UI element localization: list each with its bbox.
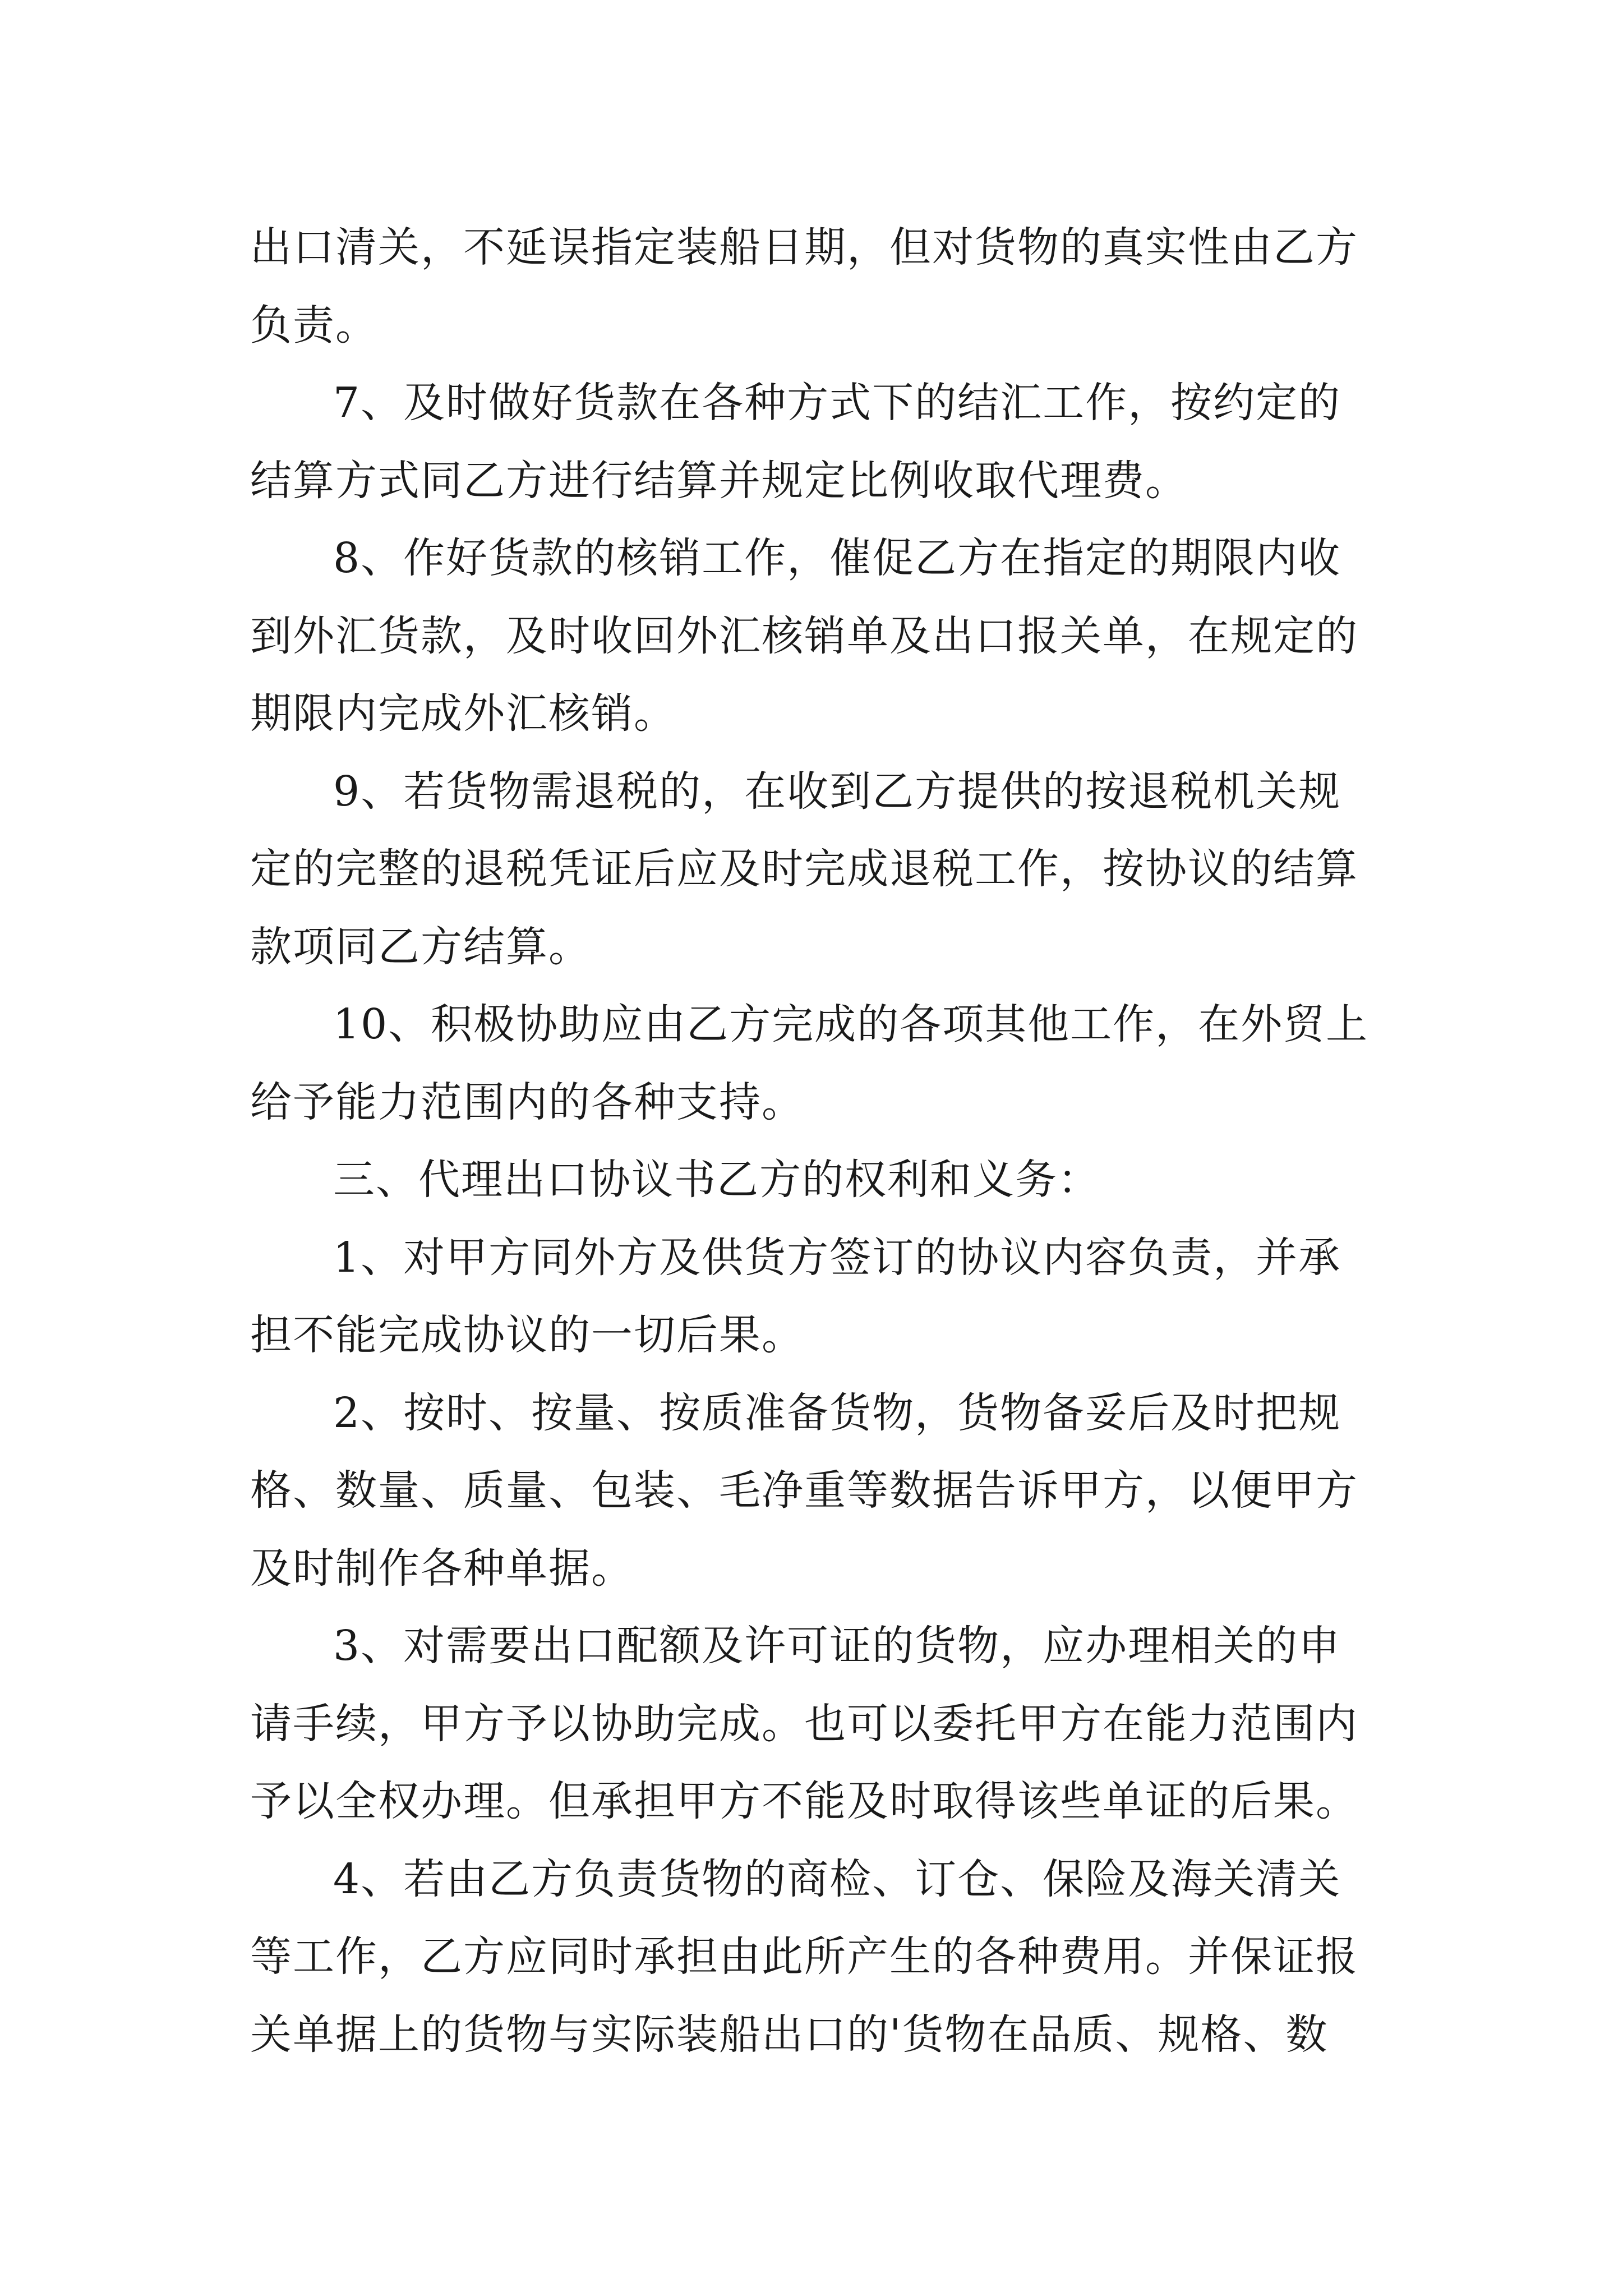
text-line: 3、对需要出口配额及许可证的货物，应办理相关的申: [333, 1622, 1341, 1670]
text-line: 担不能完成协议的一切后果。: [250, 1311, 804, 1359]
text-line: 负责。: [250, 301, 378, 349]
text-line: 款项同乙方结算。: [250, 922, 591, 971]
paragraph: [250, 1841, 1394, 2074]
text-line: 及时制作各种单据。: [250, 1544, 634, 1593]
text-line: 1、对甲方同外方及供货方签订的协议内容负责，并承: [333, 1233, 1341, 1282]
text-line: 7、及时做好货款在各种方式下的结汇工作，按约定的: [333, 379, 1341, 427]
text-line: 2、按时、按量、按质准备货物，货物备妥后及时把规: [333, 1388, 1341, 1437]
paragraph: [250, 986, 1394, 1141]
text-line: 等工作，乙方应同时承担由此所产生的各种费用。并保证报: [250, 1932, 1358, 1981]
text-line: 期限内完成外汇核销。: [250, 689, 676, 738]
text-line: 9、若货物需退税的，在收到乙方提供的按退税机关规: [333, 767, 1341, 816]
text-line: 结算方式同乙方进行结算并规定比例收取代理费。: [250, 456, 1188, 505]
paragraph: [250, 364, 1394, 519]
paragraph: [250, 1374, 1394, 1608]
text-line: 到外汇货款，及时收回外汇核销单及出口报关单，在规定的: [250, 611, 1358, 660]
text-line: 出口清关，不延误指定装船日期，但对货物的真实性由乙方: [250, 223, 1358, 272]
text-line: 8、作好货款的核销工作，催促乙方在指定的期限内收: [333, 534, 1341, 582]
text-line: 10、积极协助应由乙方完成的各项其他工作，在外贸上: [333, 1000, 1369, 1048]
text-line: 定的完整的退税凭证后应及时完成退税工作，按协议的结算: [250, 845, 1358, 893]
paragraph: [250, 753, 1394, 986]
text-line: 给予能力范围内的各种支持。: [250, 1078, 804, 1126]
text-line: 予以全权办理。但承担甲方不能及时取得该些单证的后果。: [250, 1777, 1358, 1825]
text-line: 关单据上的货物与实际装船出口的'货物在品质、规格、数: [250, 2010, 1329, 2059]
paragraph: [250, 519, 1394, 753]
text-line: 三、代理出口协议书乙方的权利和义务：: [333, 1156, 1100, 1204]
paragraph: [250, 1219, 1394, 1374]
text-line: 4、若由乙方负责货物的商检、订仓、保险及海关清关: [333, 1855, 1341, 1903]
paragraph: [250, 209, 1394, 364]
text-line: 请手续，甲方予以协助完成。也可以委托甲方在能力范围内: [250, 1699, 1358, 1748]
paragraph: [250, 1607, 1394, 1841]
document-body: [250, 209, 1394, 2073]
text-line: 格、数量、质量、包装、毛净重等数据告诉甲方，以便甲方: [250, 1466, 1358, 1515]
paragraph: [250, 1141, 1394, 1219]
